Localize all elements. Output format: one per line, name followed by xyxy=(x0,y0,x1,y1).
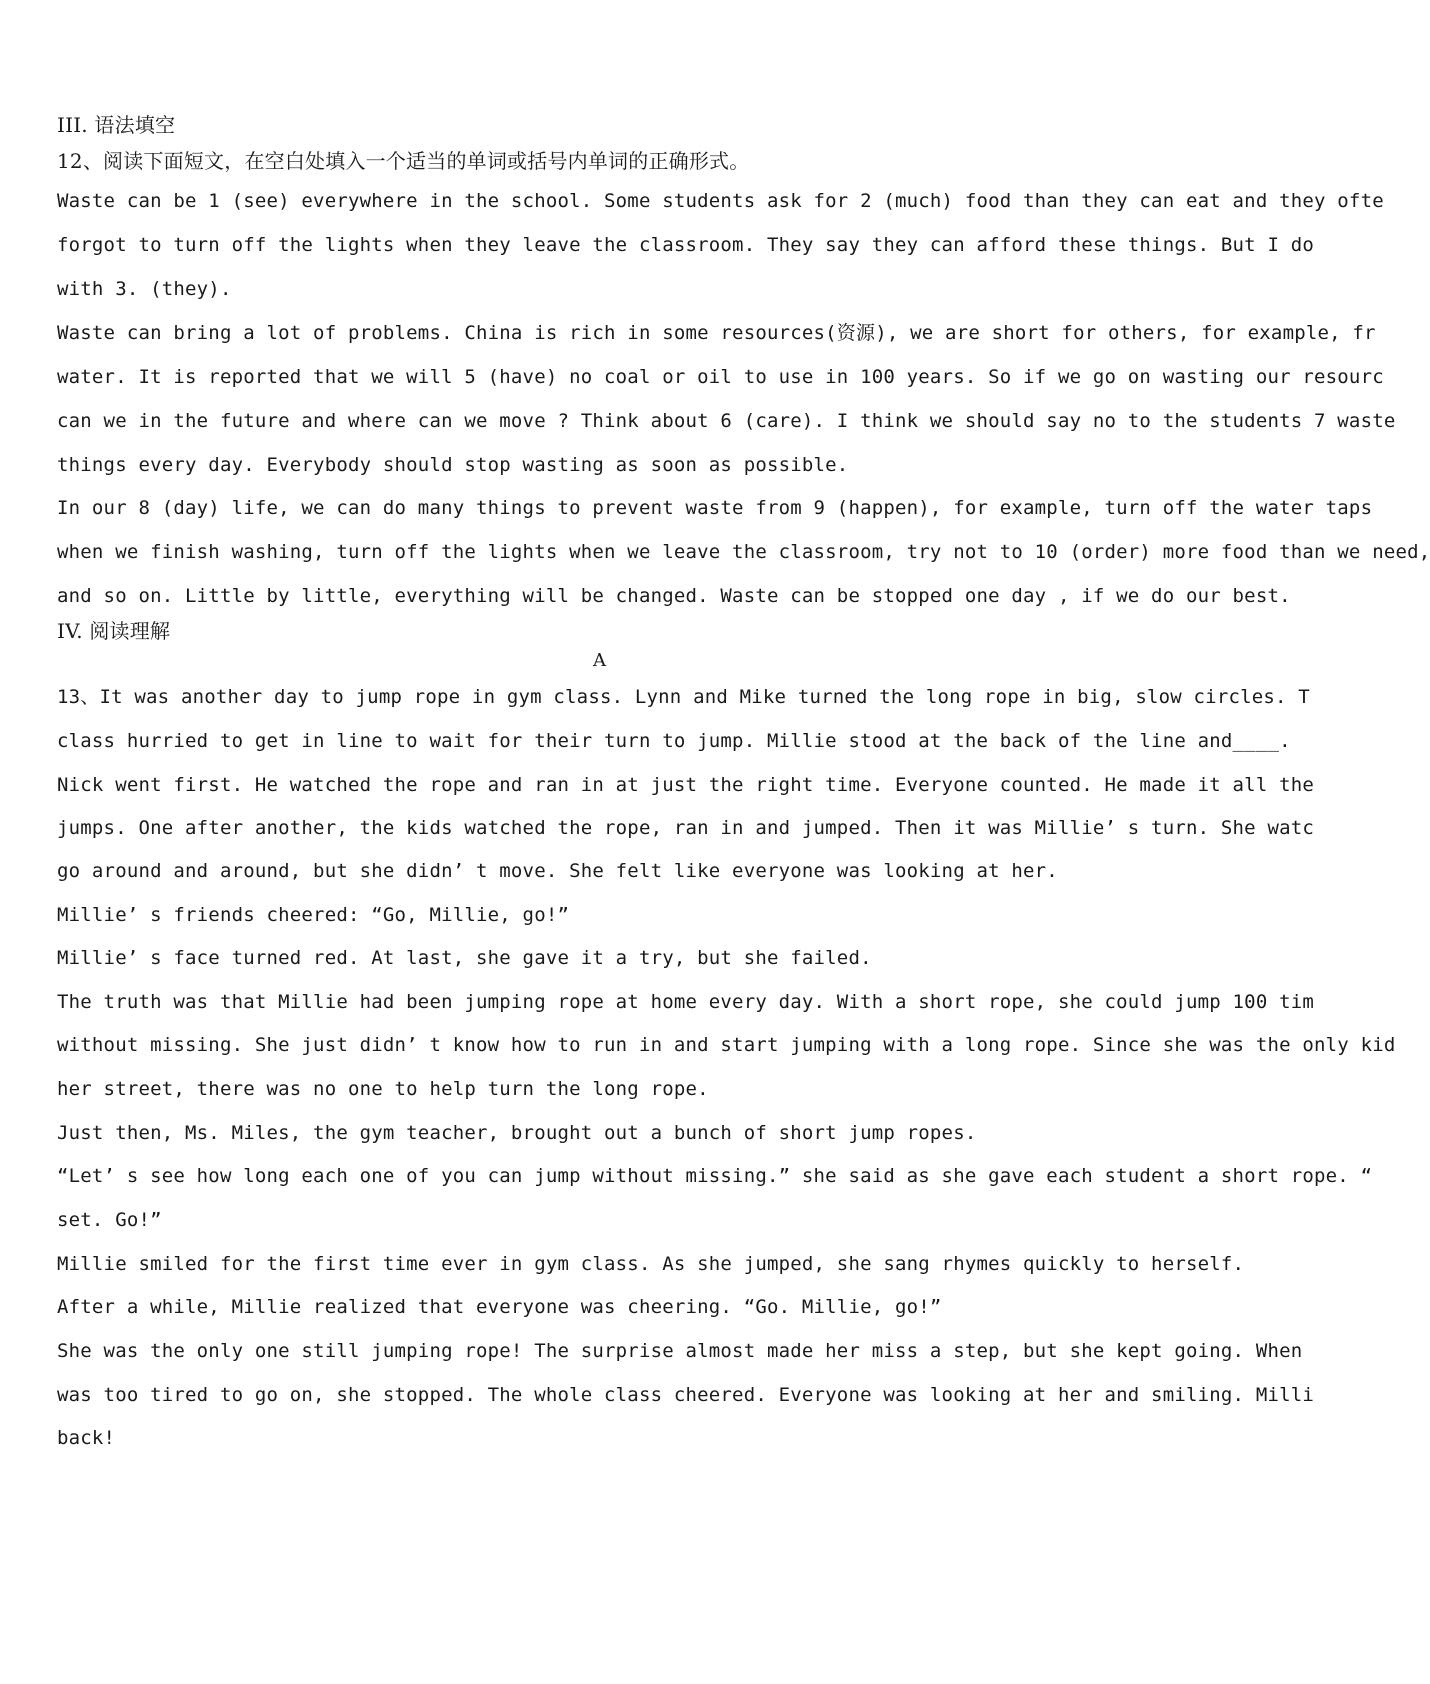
passage-line: and so on. Little by little, everything will be changed. Waste can be stopped one day , if we do our best. xyxy=(57,585,1291,607)
passage-line: water. It is reported that we will 5 (have) no coal or oil to use in 100 years. So if we go on wasting our resourc xyxy=(57,366,1384,388)
passage-line: forgot to turn off the lights when they leave the classroom. They say they can afford these things. But I do xyxy=(57,234,1315,256)
passage-line: can we in the future and where can we move ? Think about 6 (care). I think we should say no to the students 7 waste xyxy=(57,410,1396,432)
part-label: A xyxy=(593,650,606,671)
reading-line: Nick went first. He watched the rope and ran in at just the right time. Everyone counted. He made it all the xyxy=(57,774,1315,796)
reading-line: Millie’ s friends cheered: “Go, Millie, go!” xyxy=(57,904,570,926)
passage-line: with 3. (they). xyxy=(57,278,232,300)
section-heading-reading: IV. 阅读理解 xyxy=(57,619,171,643)
reading-line: Millie’ s face turned red. At last, she gave it a try, but she failed. xyxy=(57,947,872,969)
reading-line: After a while, Millie realized that everyone was cheering. “Go. Millie, go!” xyxy=(57,1296,942,1318)
question-12-instruction: 12、阅读下面短文，在空白处填入一个适当的单词或括号内单词的正确形式。 xyxy=(57,149,750,173)
passage-line: Waste can be 1 (see) everywhere in the school. Some students ask for 2 (much) food than they can eat and they ofte xyxy=(57,190,1384,212)
passage-line: In our 8 (day) life, we can do many things to prevent waste from 9 (happen), for example, turn off the water taps xyxy=(57,497,1373,519)
reading-line: without missing. She just didn’ t know how to run in and start jumping with a long rope. Since she was the only kid xyxy=(57,1034,1396,1056)
reading-line: “Let’ s see how long each one of you can jump without missing.” she said as she gave each student a short rope. “ xyxy=(57,1165,1373,1187)
passage-line: things every day. Everybody should stop wasting as soon as possible. xyxy=(57,454,849,476)
reading-line: back! xyxy=(57,1427,116,1449)
reading-line: her street, there was no one to help turn the long rope. xyxy=(57,1078,709,1100)
reading-line: 13、It was another day to jump rope in gym class. Lynn and Mike turned the long rope in big, slow circles. T xyxy=(57,686,1310,708)
reading-line: She was the only one still jumping rope! The surprise almost made her miss a step, but she kept going. When xyxy=(57,1340,1303,1362)
reading-line: class hurried to get in line to wait for their turn to jump. Millie stood at the back of the line and____. xyxy=(57,730,1291,752)
passage-line: Waste can bring a lot of problems. China is rich in some resources(资源), we are short for others, for example, fr xyxy=(57,322,1376,344)
document-page xyxy=(57,112,1430,1612)
reading-line: go around and around, but she didn’ t move. She felt like everyone was looking at her. xyxy=(57,860,1058,882)
reading-line: Just then, Ms. Miles, the gym teacher, brought out a bunch of short jump ropes. xyxy=(57,1122,977,1144)
passage-line: when we finish washing, turn off the lights when we leave the classroom, try not to 10 (order) more food than we need, xyxy=(57,541,1430,563)
reading-line: Millie smiled for the first time ever in gym class. As she jumped, she sang rhymes quickly to herself. xyxy=(57,1253,1245,1275)
section-heading-grammar: III. 语法填空 xyxy=(57,113,176,137)
reading-line: was too tired to go on, she stopped. The whole class cheered. Everyone was looking at her and smiling. Milli xyxy=(57,1384,1315,1406)
reading-line: The truth was that Millie had been jumping rope at home every day. With a short rope, she could jump 100 tim xyxy=(57,991,1315,1013)
reading-line: jumps. One after another, the kids watched the rope, ran in and jumped. Then it was Millie’ s turn. She watc xyxy=(57,817,1315,839)
reading-line: set. Go!” xyxy=(57,1209,162,1231)
